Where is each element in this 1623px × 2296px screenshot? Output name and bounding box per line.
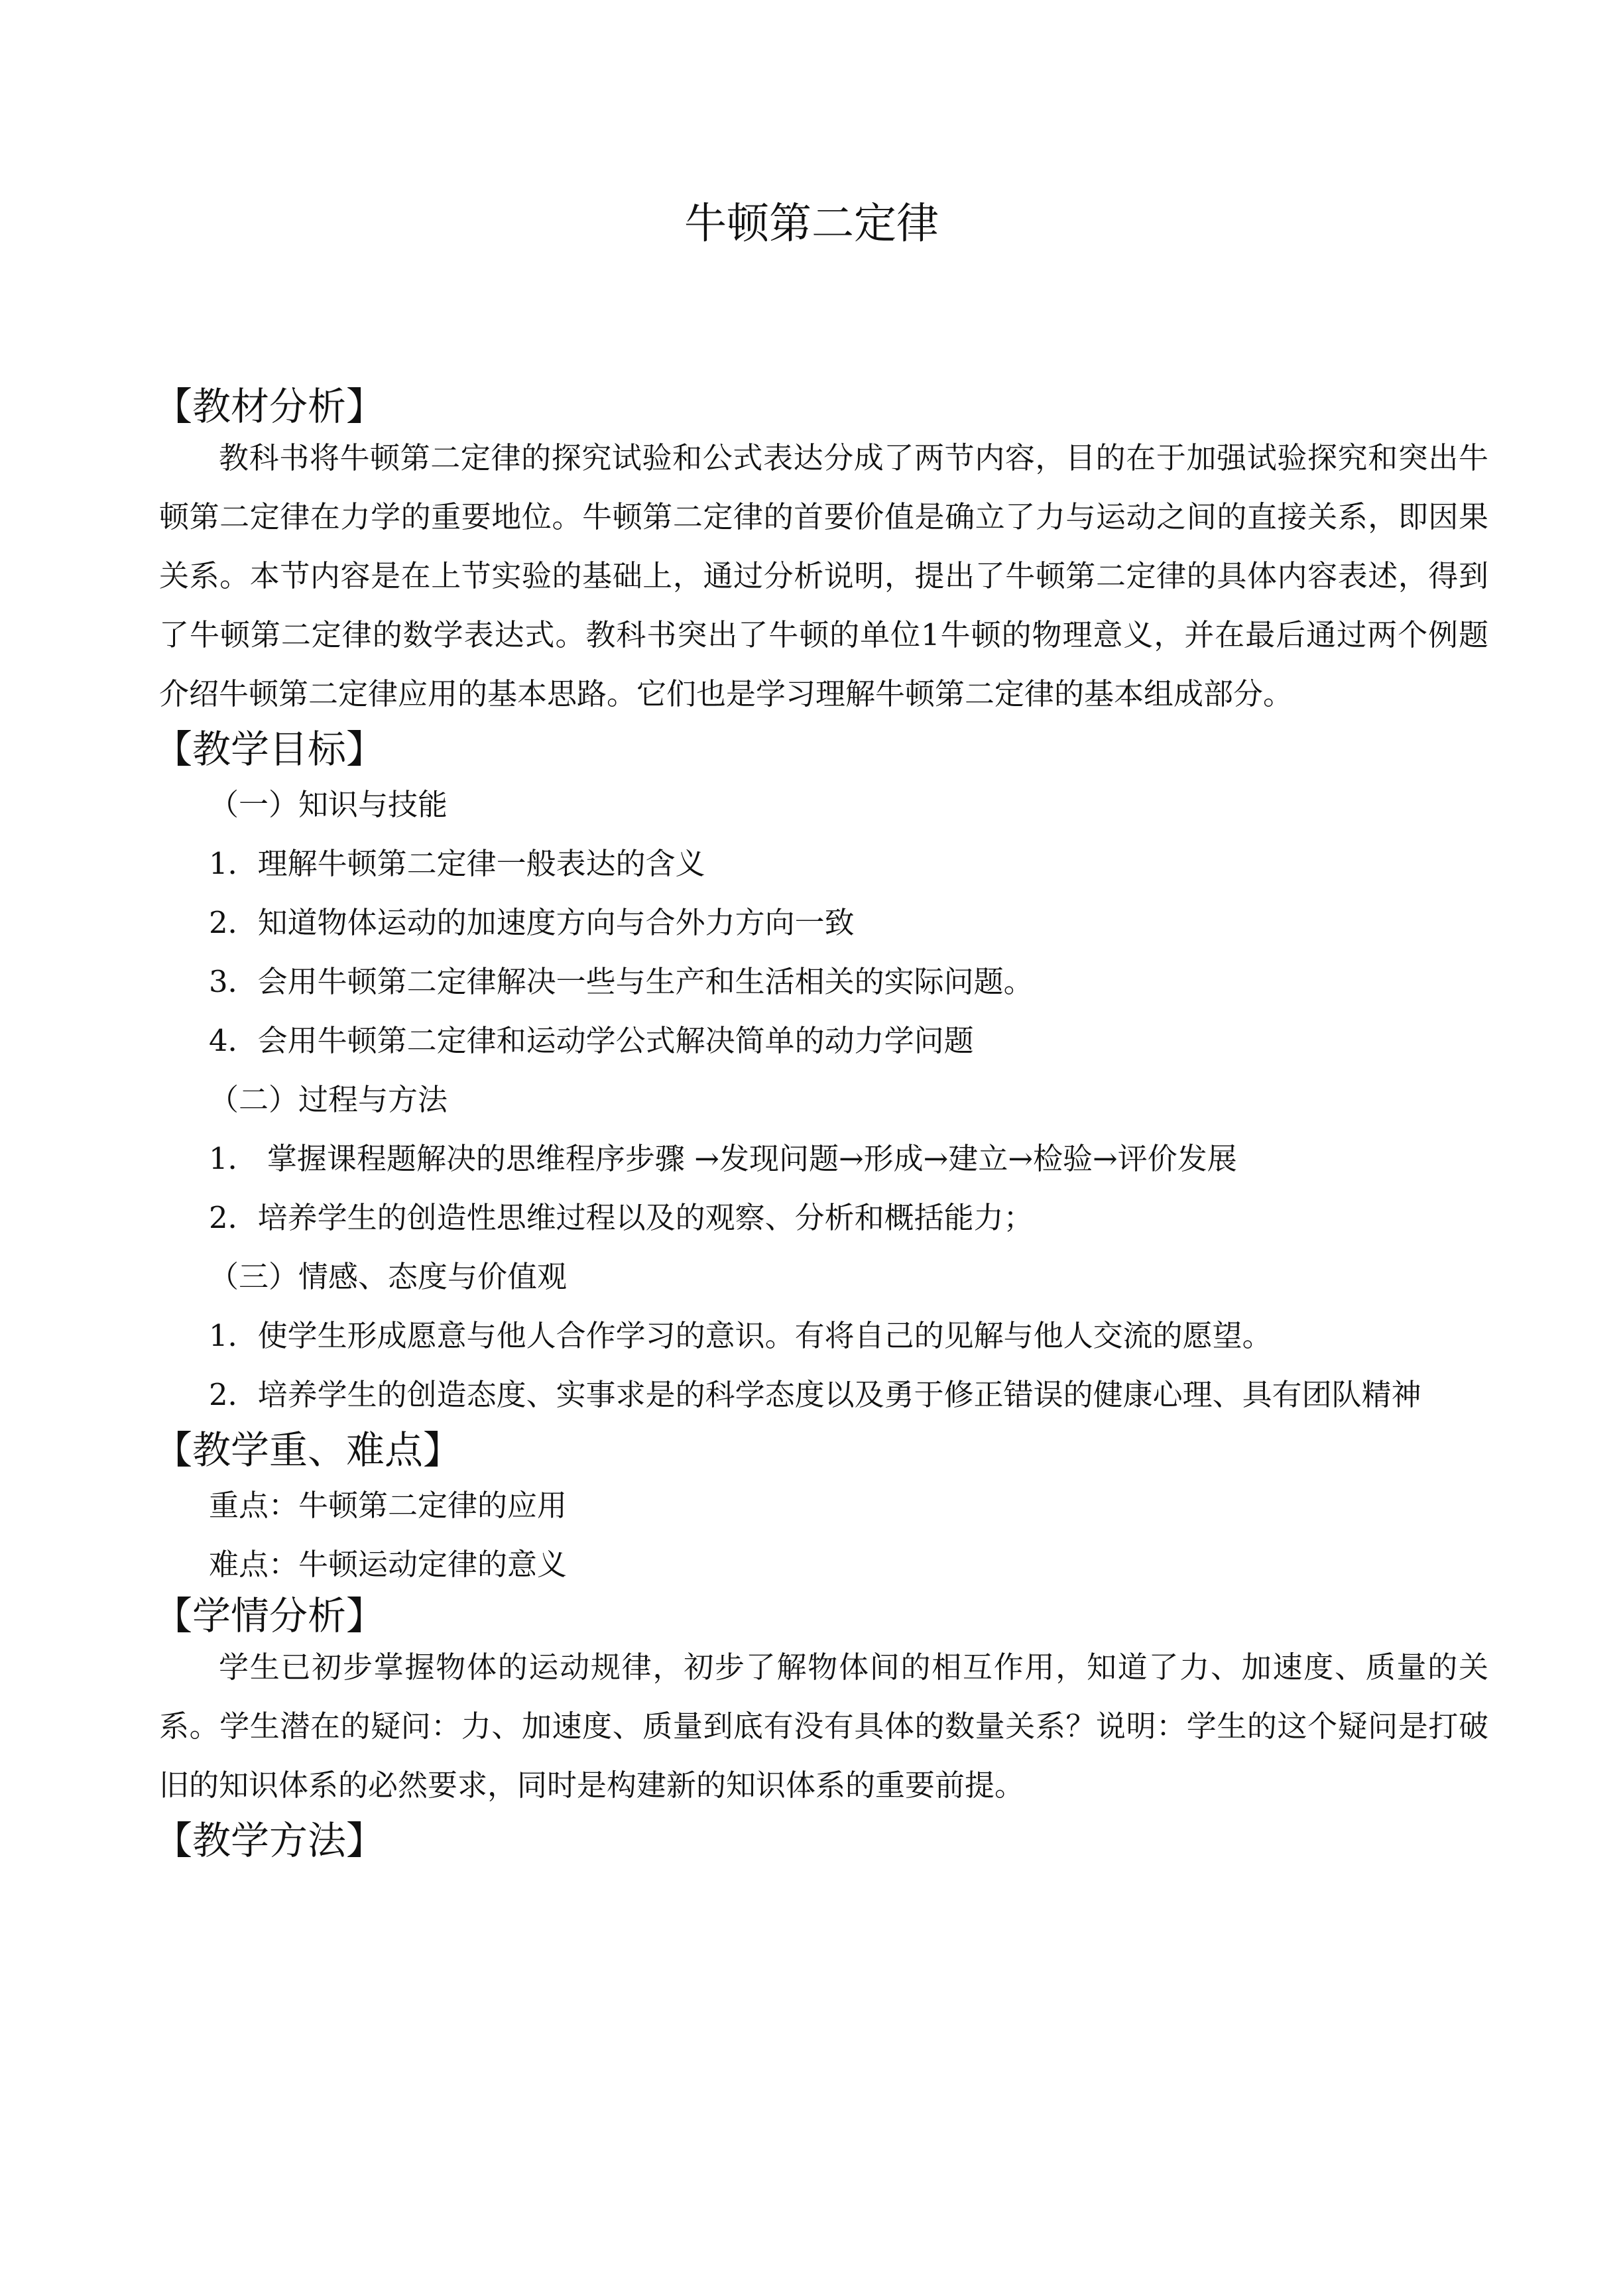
student-paragraph: 学生已初步掌握物体的运动规律，初步了解物体间的相互作用，知道了力、加速度、质量的关系。学生潜在的疑问：力、加速度、质量到底有没有具体的数量关系？说明：学生的这个疑问是打破旧的知识体系的必然要求，同时是构建新的知识体系的重要前提。 bbox=[159, 1650, 1488, 1803]
page-title: 牛顿第二定律 bbox=[684, 200, 939, 249]
subheading-emotion: （三）情感、态度与价值观 bbox=[209, 1259, 568, 1294]
emotion-item: 2．培养学生的创造态度、实事求是的科学态度以及勇于修正错误的健康心理、具有团队精神 bbox=[209, 1377, 1421, 1412]
document-body bbox=[154, 384, 1488, 1863]
process-item: 2．培养学生的创造性思维过程以及的观察、分析和概括能力； bbox=[209, 1200, 1034, 1235]
section-heading-goals: 【教学目标】 bbox=[154, 727, 385, 772]
analysis-paragraph: 教科书将牛顿第二定律的探究试验和公式表达分成了两节内容，目的在于加强试验探究和突出牛顿第二定律在力学的重要地位。牛顿第二定律的首要价值是确立了力与运动之间的直接关系，即因果关系。本节内容是在上节实验的基础上，通过分析说明，提出了牛顿第二定律的具体内容表述，得到了牛顿第二定律的数学表达式。教科书突出了牛顿的单位1牛顿的物理意义，并在最后通过两个例题介绍牛顿第二定律应用的基本思路。它们也是学习理解牛顿第二定律的基本组成部分。 bbox=[159, 440, 1488, 711]
knowledge-item: 2．知道物体运动的加速度方向与合外力方向一致 bbox=[209, 905, 855, 940]
knowledge-item: 4．会用牛顿第二定律和运动学公式解决简单的动力学问题 bbox=[209, 1023, 974, 1058]
process-item: 1． 掌握课程题解决的思维程序步骤 →发现问题→形成→建立→检验→评价发展 bbox=[209, 1141, 1237, 1176]
section-heading-methods: 【教学方法】 bbox=[154, 1818, 385, 1863]
subheading-process: （二）过程与方法 bbox=[209, 1082, 448, 1117]
knowledge-item: 1．理解牛顿第二定律一般表达的含义 bbox=[209, 846, 705, 881]
emotion-item: 1．使学生形成愿意与他人合作学习的意识。有将自己的见解与他人交流的愿望。 bbox=[209, 1318, 1272, 1353]
section-heading-analysis: 【教材分析】 bbox=[154, 384, 385, 429]
section-heading-key-points: 【教学重、难点】 bbox=[154, 1427, 462, 1473]
key-point-important: 重点：牛顿第二定律的应用 bbox=[209, 1488, 568, 1523]
key-point-difficult: 难点：牛顿运动定律的意义 bbox=[209, 1547, 568, 1582]
knowledge-item: 3．会用牛顿第二定律解决一些与生产和生活相关的实际问题。 bbox=[209, 964, 1034, 999]
section-heading-student: 【学情分析】 bbox=[154, 1593, 385, 1638]
subheading-knowledge: （一）知识与技能 bbox=[209, 787, 448, 822]
